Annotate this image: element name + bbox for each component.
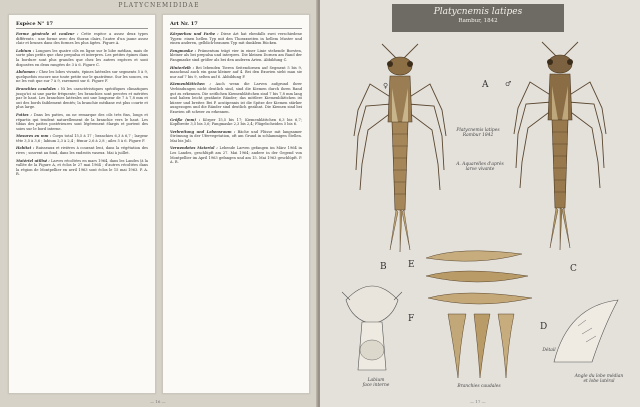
larva-illustration-left	[352, 40, 448, 254]
paragraph-body: Dans les pattes, on ne remarque des cils très fins, longs et répartis qui tendent naturellement de la branchie vers le haut. Les tibias des pattes postérieures sont légèrement élargis et portent des soies sur le bord interne.	[16, 112, 148, 131]
paragraph-heading: Körperbau und Farbe :	[170, 32, 219, 36]
title-rule	[16, 28, 148, 29]
german-text-panel	[162, 14, 310, 394]
species-header-box	[392, 4, 564, 32]
text-paragraph	[16, 70, 148, 84]
paragraph-heading: Branchies caudales :	[16, 86, 59, 91]
paragraph-heading: Matériel utilisé :	[16, 158, 50, 163]
species-name: Platycnemis latipes	[433, 7, 523, 17]
labium-caption: Labium face interne	[362, 378, 390, 388]
title-rule	[170, 28, 302, 29]
paragraph-heading: Pattes :	[16, 112, 32, 117]
running-head: PLATYCNEMIDIDAE	[118, 2, 200, 9]
plate-species-caption: Platycnemis latipes Rambur 1842	[456, 128, 500, 138]
paragraph-heading: Abdomen :	[16, 70, 38, 75]
text-paragraph	[170, 118, 302, 127]
paragraph-heading: Forme générale et couleur :	[16, 32, 79, 36]
page-number-left: — 16 —	[150, 399, 166, 404]
left-page	[0, 0, 318, 407]
sex-symbol-male: ♂	[505, 80, 512, 88]
figure-label-c: C	[570, 264, 577, 274]
paragraph-heading: Verwendetes Material :	[170, 146, 218, 151]
french-title: Espèce N° 17	[16, 21, 54, 27]
page-number-right: — 17 —	[470, 399, 486, 404]
labium-illustration	[336, 270, 408, 380]
text-paragraph	[16, 113, 148, 131]
paragraph-body: Bei lebenden Tieren Seitendornen auf Segment 5 bis 9, manchmal auch ein ganz kleiner auf 4. Bei den Exuvien sieht man sie nur auf 7 bis 9, selten auf 6. Abbildung F.	[170, 65, 302, 79]
plate-caption-a: A. Aquarelles d'après larve vivante	[456, 162, 504, 172]
paragraph-heading: Kiemenblättchen :	[170, 82, 211, 87]
text-paragraph	[170, 82, 302, 114]
paragraph-body: Ruisseaux et rivières à courant lent, dans la végétation des rives ; souvent au fond, dans les endroits vaseux. Mai à juillet.	[16, 146, 148, 156]
detail-caption: Détail	[542, 348, 556, 353]
figure-label-b: B	[380, 262, 387, 272]
paragraph-body: Auch wenn die Larven aufgrund ihrer Verbindungen nicht deutlich sind, sind die Kiemen durch ihren Rand gut zu erkennen. Die seitlichen Kiemenblättchen sind 7 bis 7,8 mm lang und haben leicht gezähnte Ränder; das mittlere Kiemenblättchen ist kürzer und breiter. Bei P. acutipennis ist die Spitze der Kiemen stärker ausgezogen und die Ränder sind deutlich gezähnt. Die Kiemen sind bei Exuvien oft schwer zu erkennen.	[170, 82, 302, 114]
german-paragraphs	[170, 32, 302, 165]
sex-symbol-female: ♀	[383, 82, 389, 90]
german-title: Art Nr. 17	[170, 21, 198, 27]
text-paragraph	[170, 146, 302, 164]
french-text-panel	[8, 14, 156, 394]
paragraph-heading: Labium :	[16, 48, 35, 53]
paragraph-heading: Fangmaske :	[170, 48, 196, 53]
paragraph-body: Chez les lobes vivants, épines latérales sur segments 5 à 9, quelquefois encore une toute petite sur le quatrième. Sur les souces, en ne les voit que sur 7 à 9, rarement sur 6. Figure F.	[16, 70, 148, 84]
caudal-gills-illustration	[418, 240, 542, 382]
angle-caption: Angle du lobe médian et lobe latéral	[574, 374, 624, 384]
french-paragraphs	[16, 32, 148, 177]
paragraph-heading: Habitat :	[16, 146, 35, 151]
paragraph-body: Longues les quatre cils en ligne sur le lobe médian, mais de sorte plus petits que chez prepulsa et interpres. Les petites épines dans la bordure sont plus grandes que chez les autres espèces et sont disposées en deux rangées de 3 à 6. Figure C.	[16, 48, 148, 67]
paragraph-heading: Mesures en mm :	[16, 134, 52, 139]
figure-label-f: F	[408, 314, 415, 324]
paragraph-body: Prämentum trägt vier in einer Linie stehende Borsten, kleiner als bei prepulsa und interpres. Die kleinen Dornen am Rand der Fangmaske sind größer als bei den anderen Arten. Abbildung C.	[170, 48, 302, 62]
text-paragraph	[16, 32, 148, 46]
text-paragraph	[170, 49, 302, 63]
gills-caption: Branchies caudales	[457, 384, 501, 389]
text-paragraph	[16, 134, 148, 143]
text-paragraph	[16, 146, 148, 155]
paragraph-heading: Verbreitung und Lebensraum :	[170, 129, 236, 134]
text-paragraph	[170, 130, 302, 144]
text-paragraph	[170, 66, 302, 80]
figure-label-a: A	[482, 80, 489, 90]
paragraph-body: Larves récoltées en mars 1964, dans les Landes (à la vallée de la Figure A, et éclos le 27 mai 1964 ; d'autres récoltées dans la région de Montpellier en avril 1963 sont éclos le 15 mai 1963. P. A. R.	[16, 158, 148, 177]
paragraph-heading: Hinterleib :	[170, 65, 194, 70]
paragraph-body: Lebende Larven gefangen im März 1964 in Les Landes, geschlüpft am 27. Mai 1964; andere in der Gegend von Montpellier im April 1963 gefangen und am 15. Mai 1963 geschlüpft. P. A. R.	[170, 146, 302, 165]
paragraph-body: Körper 15,5 bis 17; Kiemenblättchen 6,3 bis 6,7; Kopfbreite 3,5 bis 3,6; Fangmaske 2,3 bis 2,4; Flügelscheiden 5 bis 6.	[170, 117, 302, 127]
species-author: Rambur, 1842	[458, 18, 498, 24]
paragraph-body: Diese Art hat ebenfalls zwei verschiedene Typen: einen hellen Typ mit den Thoraxseiten in hellem Muster und einen anderen, gelblich-braunen Typ mit dunklem Rücken.	[170, 32, 302, 46]
paragraph-heading: Größe (mm) :	[170, 117, 201, 122]
figure-label-e: E	[408, 260, 415, 270]
paragraph-body: Corps total 15,5 à 17 ; branchies 6,3 à 6,7 ; largeur tête 3,5 à 3,6 ; labium 2,3 à 2,4 ; fémur 2,6 à 2,8 ; ailes 5 à 6. Figure F.	[16, 134, 148, 143]
text-paragraph	[16, 159, 148, 177]
paragraph-body: Ni les caractéristiques spécifiques climatiques jusqu'ici ni une partie fréquente; les branchies sont percées et mériées par le haut. Les branchies latérales ont une longueur de 7 à 7,8 mm et ont des bords faiblement dentés; la branchie médiane est plus courte et plus large.	[16, 86, 148, 110]
figure-label-d: D	[540, 322, 548, 332]
larva-illustration-right	[512, 38, 608, 252]
paragraph-body: Bäche und Flüsse mit langsamer Strömung in der Ufervegetation, oft am Grund in schlammigen Stellen. Mai bis Juli.	[170, 129, 302, 143]
text-paragraph	[16, 49, 148, 67]
text-paragraph	[170, 32, 302, 46]
paragraph-body: Cette espèce a assez deux types différents : une forme avec des thorax clairs, l'autre d'un jaune assez clair et brunes dans des formes les plus âgées. Figure A.	[16, 32, 148, 46]
labium-detail-illustration	[548, 296, 626, 366]
text-paragraph	[16, 87, 148, 110]
